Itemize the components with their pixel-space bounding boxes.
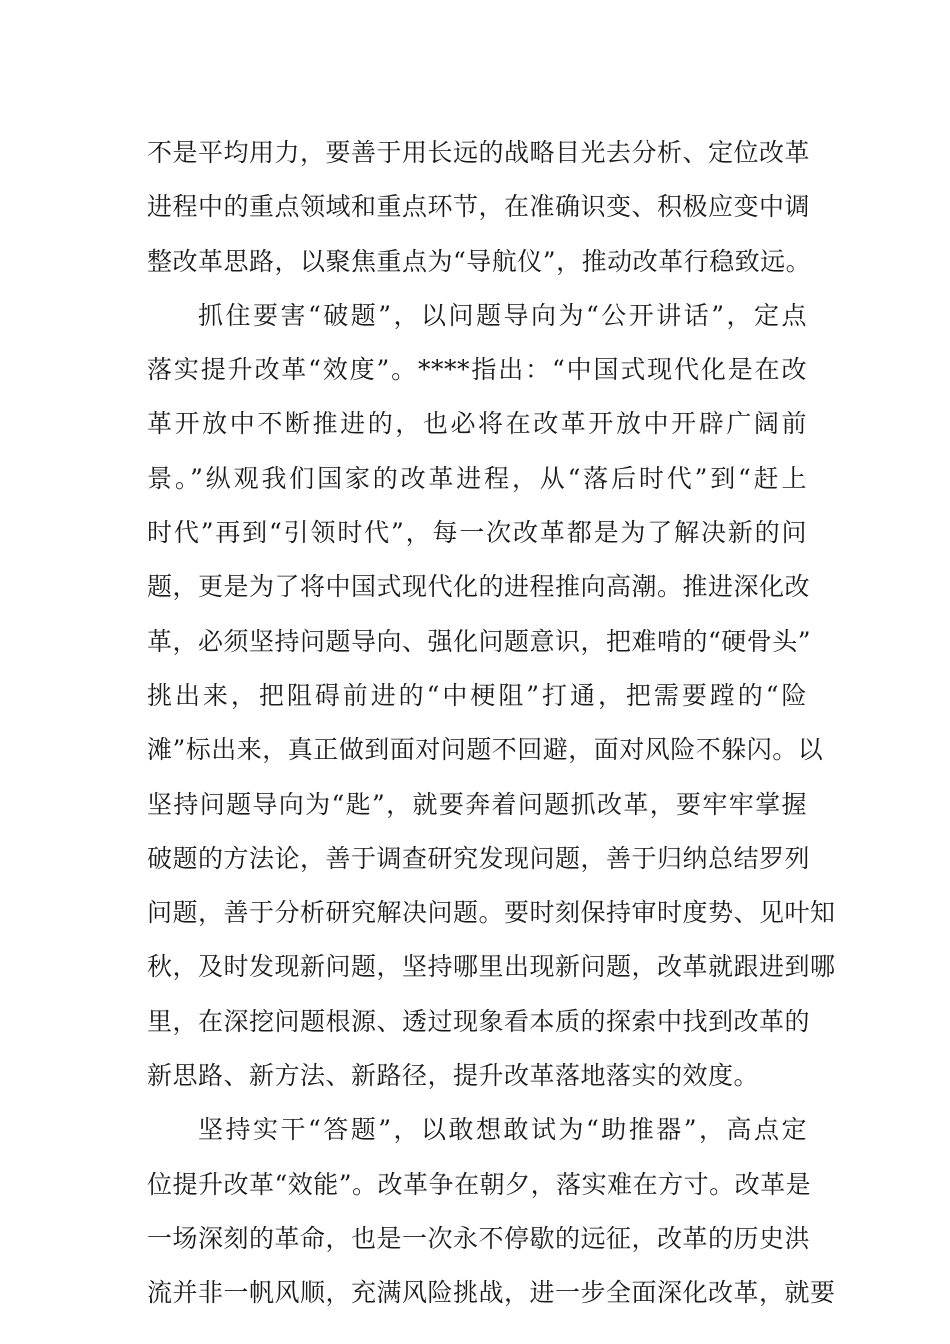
text-line-6: 革开放中不断推进的，也必将在改革开放中开辟广阔前: [147, 409, 807, 439]
text-line-2: 进程中的重点领域和重点环节，在准确识变、积极应变中调: [147, 192, 811, 222]
paragraph-start-line-19: 坚持实干“答题”，以敢想敢试为“助推器”，高点定: [198, 1115, 807, 1145]
paragraph-end-line-18: 新思路、新方法、新路径，提升改革落地落实的效度。: [147, 1061, 760, 1091]
text-line-22: 流并非一帆风顺，充满风险挑战，进一步全面深化改革，就要: [147, 1278, 836, 1308]
text-line-16: 秋，及时发现新问题，坚持哪里出现新问题，改革就跟进到哪: [147, 952, 836, 982]
text-line-7: 景。”纵观我们国家的改革进程，从“落后时代”到“赶上: [147, 463, 807, 493]
text-line-14: 破题的方法论，善于调查研究发现问题，善于归纳总结罗列: [147, 843, 811, 873]
text-line-12: 滩”标出来，真正做到面对问题不回避，面对风险不躲闪。以: [147, 735, 824, 765]
text-line-13: 坚持问题导向为“匙”，就要奔着问题抓改革，要牢牢掌握: [147, 789, 807, 819]
text-line-15: 问题，善于分析研究解决问题。要时刻保持审时度势、见叶知: [147, 898, 836, 928]
text-line-5: 落实提升改革“效度”。****指出：“中国式现代化是在改: [147, 355, 807, 385]
text-line-3: 整改革思路，以聚焦重点为“导航仪”，推动改革行稳致远。: [147, 246, 812, 276]
text-line-9: 题，更是为了将中国式现代化的进程推向高潮。推进深化改: [147, 572, 811, 602]
text-line-20: 位提升改革“效能”。改革争在朝夕，落实难在方寸。改革是: [147, 1169, 812, 1199]
paragraph-start-line-4: 抓住要害“破题”，以问题导向为“公开讲话”，定点: [198, 300, 807, 330]
text-line-17: 里，在深挖问题根源、透过现象看本质的探索中找到改革的: [147, 1006, 811, 1036]
text-line-21: 一场深刻的革命，也是一次永不停歇的远征，改革的历史洪: [147, 1223, 811, 1253]
document-page: [147, 126, 836, 1321]
text-line-11: 挑出来，把阻碍前进的“中梗阻”打通，把需要蹚的“险: [147, 680, 807, 710]
text-line-10: 革，必须坚持问题导向、强化问题意识，把难啃的“硬骨头”: [147, 626, 812, 656]
text-line-1: 不是平均用力，要善于用长远的战略目光去分析、定位改革: [147, 138, 811, 167]
text-line-8: 时代”再到“引领时代”，每一次改革都是为了解决新的问: [147, 518, 807, 548]
